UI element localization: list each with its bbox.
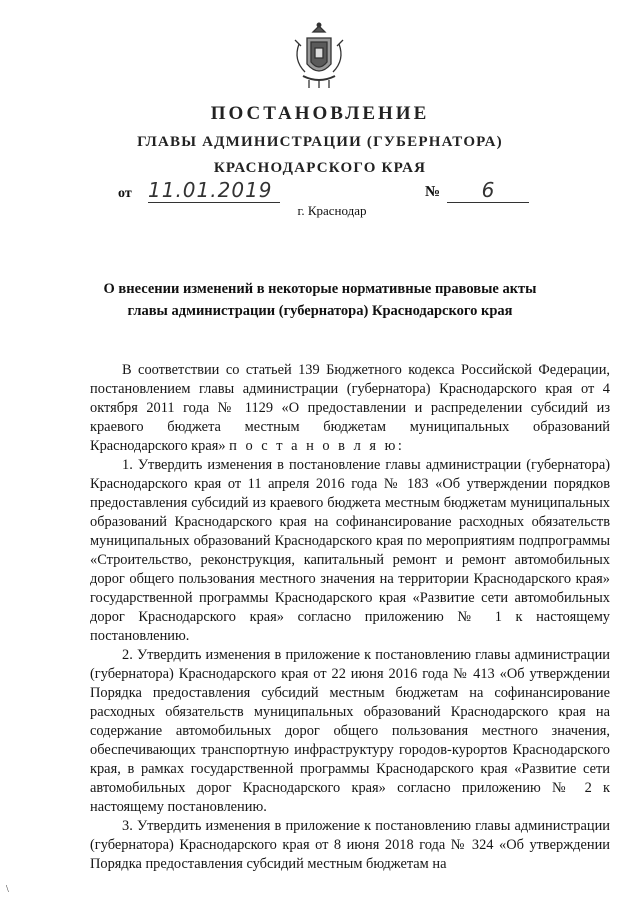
item-2-paragraph: 2. Утвердить изменения в приложение к постановлению главы администрации (губернатора) Краснодарского края от 22 июня 2016 года № 413 «Об утверждении Порядка предоставления субсидий местным бюджетам на софинансирование расходных обязательств муниципальных образований Краснодарского края на содержание автомобильных дорог общего пользования местного значения, обеспечивающих транспортную инфраструктуру городов-курортов Краснодарского края, в рамках государственной программы Краснодарского края «Развитие сети автомобильных дорог Краснодарского края» согласно приложению № 2 к настоящему постановлению. xyxy=(90,647,610,815)
document-title-line: О внесении изменений в некоторые нормативные правовые акты xyxy=(103,281,537,297)
document-body xyxy=(90,361,610,874)
date-prefix: от xyxy=(118,186,132,201)
issue-city: г. Краснодар xyxy=(297,203,367,218)
coat-of-arms-icon xyxy=(291,22,347,90)
number-label: № xyxy=(425,184,441,200)
region-heading: КРАСНОДАРСКОГО КРАЯ xyxy=(213,160,427,176)
decree-keyword: п о с т а н о в л я ю: xyxy=(229,438,405,454)
document-title xyxy=(90,278,550,322)
issuer-heading: ГЛАВЫ АДМИНИСТРАЦИИ (ГУБЕРНАТОРА) xyxy=(137,134,503,150)
document-date: 11.01.2019 xyxy=(148,178,280,203)
document-type-heading: ПОСТАНОВЛЕНИЕ xyxy=(210,103,430,124)
intro-text: В соответствии со статьей 139 Бюджетного кодекса Российской Федерации, постановлением главы администрации (губернатора) Краснодарского края от 4 октября 2011 года № 1129 «О предоставлении и распределении субсидий из краевого бюджета местным бюджетам муниципальных образований Краснодарского края» xyxy=(90,362,610,454)
item-1-paragraph: 1. Утвердить изменения в постановление главы администрации (губернатора) Краснодарского края от 11 апреля 2016 года № 183 «Об утверждении порядков предоставления субсидий из краевого бюджета местным бюджетам муниципальных образований Краснодарского края на софинансирование расходных обязательств муниципальных образований Краснодарского края по мероприятиям подпрограммы «Строительство, реконструкция, капитальный ремонт и ремонт автомобильных дорог общего пользования местного значения на территории Краснодарского края» государственной программы Краснодарского края «Развитие сети автомобильных дорог Краснодарского края» согласно приложению № 1 к настоящему постановлению. xyxy=(90,457,610,644)
document-number: 6 xyxy=(447,178,529,203)
item-3-paragraph: 3. Утвердить изменения в приложение к постановлению главы администрации (губернатора) Краснодарского края от 8 июня 2018 года № 324 «Об утверждении Порядка предоставления субсидий местным бюджетам на xyxy=(90,818,610,872)
corner-mark: \ xyxy=(6,884,9,895)
intro-paragraph xyxy=(90,361,610,456)
document-title-line: главы администрации (губернатора) Краснодарского края xyxy=(127,303,513,319)
